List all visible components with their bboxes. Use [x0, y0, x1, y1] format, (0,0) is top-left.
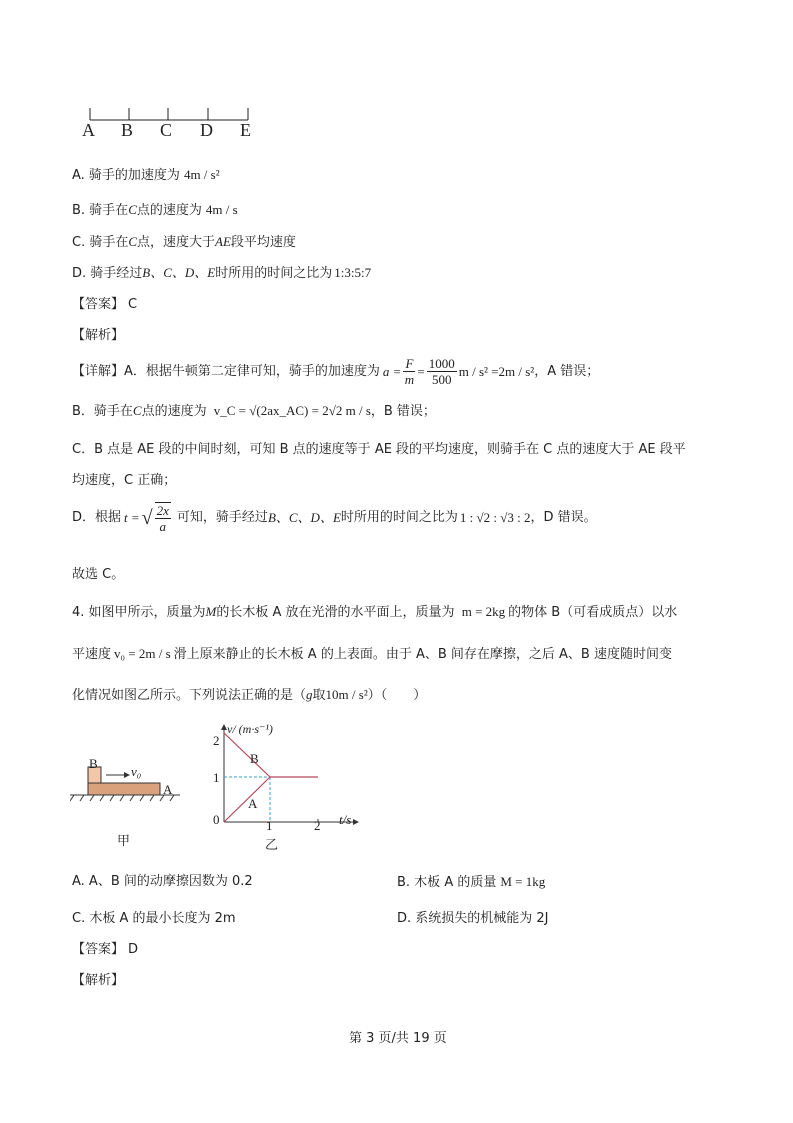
ruler-label-b: B [121, 120, 134, 140]
q4-answer: 【答案】 D [72, 942, 139, 957]
board-a [88, 783, 160, 795]
q3-detail-b: B．骑手在C点的速度为 v_C = √(2ax_AC) = 2√2 m / s，B 错误； [72, 403, 436, 419]
fig1-label-v0: v₀ [131, 764, 142, 779]
q4-stem-line2: 平速度 v₀ = 2m / s 滑上原来静止的长木板 A 的上表面。由于 A、B 间存在摩擦，之后 A、B 速度随时间变 [72, 646, 672, 662]
q3-option-b: B. 骑手在C点的速度为 4m / s [72, 202, 238, 218]
line-b [224, 733, 270, 777]
graph-xtick-1: 1 [266, 818, 273, 833]
q4-option-b: B. 木板 A 的质量 M = 1kg [397, 874, 546, 890]
graph-ytick-0: 0 [213, 812, 220, 827]
graph-xtick-2: 2 [314, 818, 321, 833]
q3-option-c: C. 骑手在C点，速度大于AE段平均速度 [72, 234, 296, 250]
ruler-label-c: C [160, 120, 173, 140]
graph-ylabel: v/ (m·s⁻¹) [227, 722, 273, 736]
q3-conclusion: 故选 C。 [72, 567, 125, 582]
graph-label-b: B [250, 751, 259, 766]
fig1-label-b: B [89, 756, 98, 771]
fig2-caption: 乙 [265, 838, 279, 853]
q3-analysis-tag: 【解析】 [72, 328, 125, 343]
q3-answer: 【答案】 C [72, 297, 138, 312]
q4-option-a: A. A、B 间的动摩擦因数为 0.2 [72, 874, 253, 889]
q4-stem-line3: 化情况如图乙所示。下列说法正确的是（g取10m / s²）（ ） [72, 687, 427, 703]
q3-detail-c-line2: 均速度，C 正确； [72, 473, 177, 488]
graph-ytick-1: 1 [213, 770, 220, 785]
q3-detail-a: 【详解】 A．根据牛顿第二定律可知，骑手的加速度为 a = $\frac{F}{m}$ = $\frac{1000}{500}$ m / s² =2m / s² ，A 错误； [72, 356, 600, 387]
fig1-label-a: A [163, 782, 173, 797]
q3-detail-d: D．根据 t = √ $\frac{2x}{a}$ 可知，骑手经过 B、C、D、E 时所用的时间之比为 1 : √2 : √3 : 2 ，D 错误。 [72, 503, 597, 534]
q4-analysis-tag: 【解析】 [72, 973, 125, 988]
graph-xlabel: t/s [339, 812, 352, 827]
q3-option-a: A. 骑手的加速度为 4m / s² [72, 167, 220, 183]
ruler-label-e: E [240, 120, 251, 140]
ruler-label-d: D [200, 120, 213, 140]
q3-option-d: D. 骑手经过B、C、D、E时所用的时间之比为 1:3:5:7 [72, 265, 372, 281]
fig1-caption: 甲 [117, 834, 131, 849]
graph-label-a: A [248, 796, 258, 811]
q4-stem-line1: 4. 如图甲所示，质量为M的长木板 A 放在光滑的水平面上，质量为 m = 2kg 的物体 B（可看成质点）以水 [72, 604, 678, 620]
q4-option-c: C. 木板 A 的最小长度为 2m [72, 911, 236, 926]
page-footer: 第 3 页/共 19 页 [349, 1031, 447, 1046]
q3-detail-c-line1: C．B 点是 AE 段的中间时刻，可知 B 点的速度等于 AE 段的平均速度，则骑手在 C 点的速度大于 AE 段平 [72, 442, 686, 457]
graph-ytick-2: 2 [213, 733, 220, 748]
q4-option-d: D. 系统损失的机械能为 2J [397, 911, 549, 926]
line-a [224, 777, 270, 822]
ruler-label-a: A [82, 120, 95, 140]
